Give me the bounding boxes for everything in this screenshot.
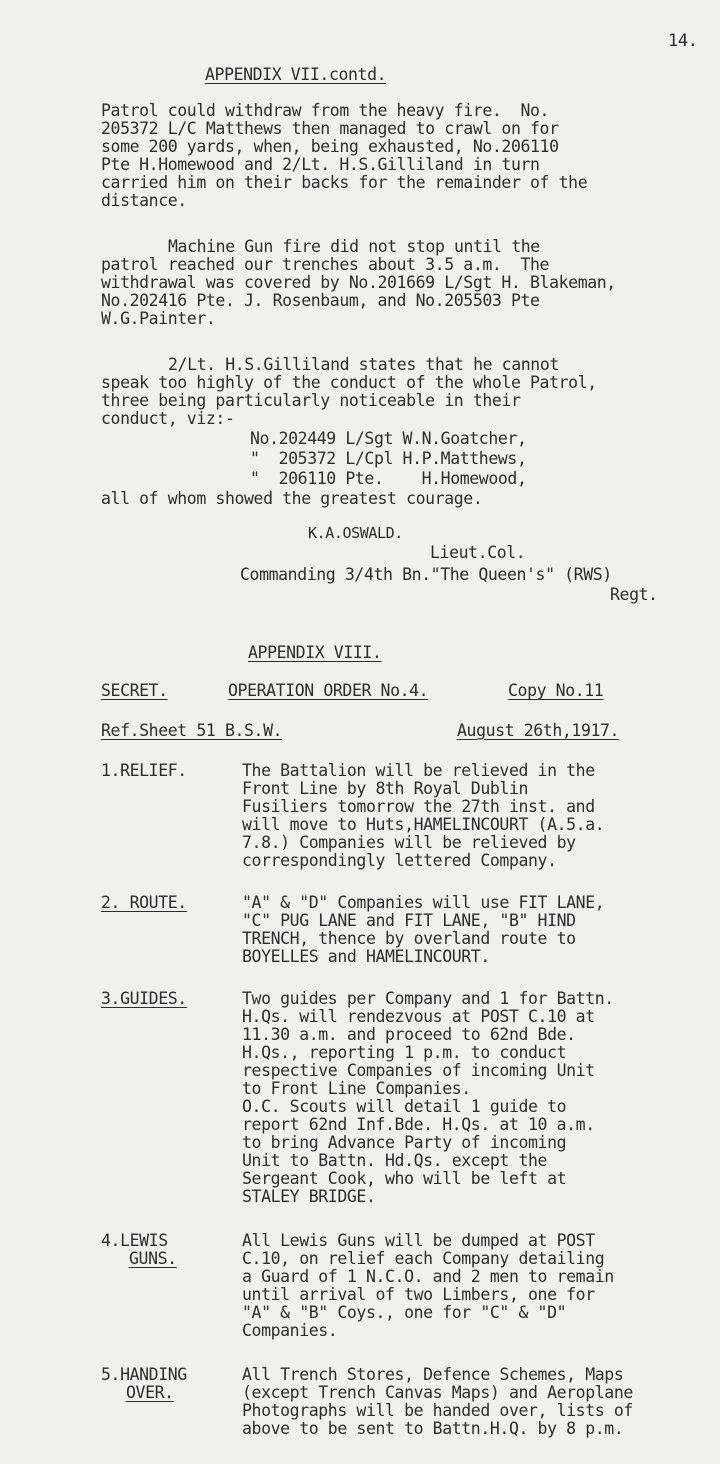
page-number: 14.: [668, 31, 698, 51]
text-line: H.Qs. will rendezvous at POST C.10 at: [242, 1007, 595, 1026]
order-date: August 26th,1917.: [457, 721, 620, 740]
text-line: "A" & "D" Companies will use FIT LANE,: [242, 893, 605, 912]
reference-sheet: Ref.Sheet 51 B.S.W.: [101, 721, 283, 740]
secret-label: SECRET.: [101, 681, 168, 700]
text-line: 7.8.) Companies will be relieved by: [242, 833, 576, 852]
closing-line: all of whom showed the greatest courage.: [101, 489, 483, 508]
list-item: " 206110 Pte. H.Homewood,: [250, 469, 527, 488]
text-line: to bring Advance Party of incoming: [242, 1133, 567, 1152]
text-line: speak too highly of the conduct of the whole Patrol,: [101, 373, 597, 392]
text-line: No.202416 Pte. J. Rosenbaum, and No.205503 Pte: [101, 291, 540, 310]
text-line: to Front Line Companies.: [242, 1079, 471, 1098]
text-line: All Lewis Guns will be dumped at POST: [242, 1231, 595, 1250]
appendix-viii-heading: APPENDIX VIII.: [248, 643, 382, 662]
text-line: Two guides per Company and 1 for Battn.: [242, 989, 614, 1008]
text-line: carried him on their backs for the remainder of the: [101, 173, 588, 192]
text-line: All Trench Stores, Defence Schemes, Maps: [242, 1365, 624, 1384]
text-line: Front Line by 8th Royal Dublin: [242, 779, 529, 798]
text-line: report 62nd Inf.Bde. H.Qs. at 10 a.m.: [242, 1115, 595, 1134]
text-line: (except Trench Canvas Maps) and Aeroplane: [242, 1383, 633, 1402]
section-label: 5.HANDING: [101, 1365, 187, 1384]
appendix-vii-heading: APPENDIX VII.contd.: [205, 65, 387, 84]
signatory-command: Commanding 3/4th Bn."The Queen's" (RWS): [240, 565, 612, 584]
text-line: W.G.Painter.: [101, 309, 216, 328]
text-line: BOYELLES and HAMELINCOURT.: [242, 947, 490, 966]
text-line: Unit to Battn. Hd.Qs. except the: [242, 1151, 548, 1170]
text-line: above to be sent to Battn.H.Q. by 8 p.m.: [242, 1419, 624, 1438]
text-line: Pte H.Homewood and 2/Lt. H.S.Gilliland in turn: [101, 155, 540, 174]
section-label: 4.LEWIS: [101, 1231, 168, 1250]
text-line: The Battalion will be relieved in the: [242, 761, 595, 780]
text-line: "C" PUG LANE and FIT LANE, "B" HIND: [242, 911, 576, 930]
signatory-regiment: Regt.: [610, 585, 658, 604]
text-line: Photographs will be handed over, lists of: [242, 1401, 633, 1420]
text-line: patrol reached our trenches about 3.5 a.m. The: [101, 255, 550, 274]
text-line: conduct, viz:-: [101, 409, 235, 428]
text-line: TRENCH, thence by overland route to: [242, 929, 576, 948]
section-label: GUNS.: [129, 1249, 177, 1268]
section-label: 3.GUIDES.: [101, 989, 187, 1008]
text-line: H.Qs., reporting 1 p.m. to conduct: [242, 1043, 567, 1062]
text-line: 2/Lt. H.S.Gilliland states that he cannot: [168, 355, 559, 374]
text-line: a Guard of 1 N.C.O. and 2 men to remain: [242, 1267, 614, 1286]
list-item: " 205372 L/Cpl H.P.Matthews,: [250, 449, 527, 468]
list-item: No.202449 L/Sgt W.N.Goatcher,: [250, 429, 527, 448]
text-line: some 200 yards, when, being exhausted, No.206110: [101, 137, 559, 156]
operation-order-title: OPERATION ORDER No.4.: [228, 681, 429, 700]
text-line: 205372 L/C Matthews then managed to crawl on for: [101, 119, 559, 138]
text-line: will move to Huts,HAMELINCOURT (A.5.a.: [242, 815, 605, 834]
text-line: Fusiliers tomorrow the 27th inst. and: [242, 797, 595, 816]
text-line: Machine Gun fire did not stop until the: [168, 237, 540, 256]
text-line: Patrol could withdraw from the heavy fire. No.: [101, 101, 550, 120]
text-line: Companies.: [242, 1321, 338, 1340]
text-line: Sergeant Cook, who will be left at: [242, 1169, 567, 1188]
text-line: C.10, on relief each Company detailing: [242, 1249, 605, 1268]
signatory-name: K.A.OSWALD.: [308, 524, 403, 542]
text-line: three being particularly noticeable in their: [101, 391, 521, 410]
text-line: STALEY BRIDGE.: [242, 1187, 376, 1206]
text-line: correspondingly lettered Company.: [242, 851, 557, 870]
text-line: respective Companies of incoming Unit: [242, 1061, 595, 1080]
text-line: O.C. Scouts will detail 1 guide to: [242, 1097, 567, 1116]
text-line: "A" & "B" Coys., one for "C" & "D": [242, 1303, 567, 1322]
text-line: distance.: [101, 191, 187, 210]
text-line: until arrival of two Limbers, one for: [242, 1285, 595, 1304]
section-label: OVER.: [126, 1383, 174, 1402]
text-line: withdrawal was covered by No.201669 L/Sgt H. Blakeman,: [101, 273, 616, 292]
text-line: 11.30 a.m. and proceed to 62nd Bde.: [242, 1025, 576, 1044]
copy-number: Copy No.11: [508, 681, 604, 700]
section-label: 1.RELIEF.: [101, 761, 187, 780]
signatory-rank: Lieut.Col.: [430, 543, 526, 562]
section-label: 2. ROUTE.: [101, 893, 187, 912]
